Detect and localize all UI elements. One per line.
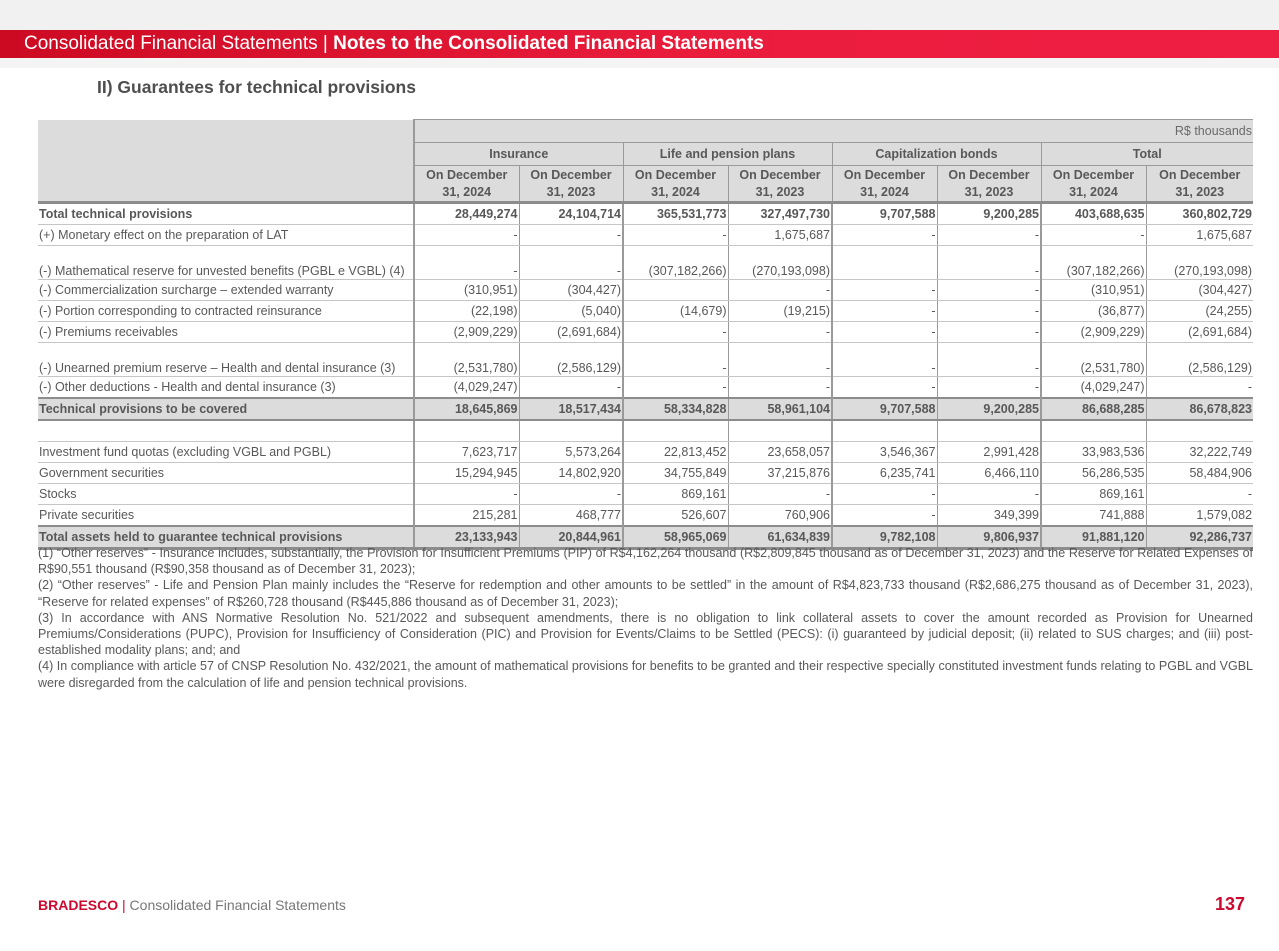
table-row [38, 442, 1253, 463]
unit-row [38, 120, 1253, 143]
column-header-line: 31, 2024 [442, 184, 492, 199]
table-cell: - [623, 343, 728, 377]
table-cell: - [832, 225, 937, 246]
row-label: (-) Commercialization surcharge – extended warranty [38, 280, 414, 301]
table-cell: 526,607 [623, 505, 728, 527]
table-cell: - [937, 225, 1041, 246]
table-cell: (4,029,247) [1041, 377, 1146, 399]
table-cell: 9,200,285 [937, 203, 1041, 225]
header-banner [0, 30, 1279, 58]
footnote: (4) In compliance with article 57 of CNSP Resolution No. 432/2021, the amount of mathematical provisions for benefits to be granted and their respective specially constituted investment funds relating to PGBL and VGBL were disregarded from the calculation of life and pension technical provisions. [38, 659, 1253, 690]
table-cell: (2,909,229) [1041, 322, 1146, 343]
table-cell: 22,813,452 [623, 442, 728, 463]
table-cell: 760,906 [728, 505, 832, 527]
table-cell: 32,222,749 [1146, 442, 1253, 463]
table-cell: (307,182,266) [1041, 246, 1146, 280]
table-cell [414, 420, 519, 442]
table-cell: 1,675,687 [728, 225, 832, 246]
table-cell: 5,573,264 [519, 442, 623, 463]
page-number: 137 [1214, 894, 1245, 914]
table-cell: 28,449,274 [414, 203, 519, 225]
table-cell: (2,586,129) [1146, 343, 1253, 377]
table-cell: - [414, 225, 519, 246]
column-header-line: 31, 2024 [651, 184, 700, 199]
table-cell: (310,951) [1041, 280, 1146, 301]
footer [38, 897, 346, 913]
table-cell: - [1146, 377, 1253, 399]
table-cell: - [937, 343, 1041, 377]
table-cell [832, 420, 937, 442]
group-header: Total [1041, 143, 1253, 166]
row-label: (-) Premiums receivables [38, 322, 414, 343]
table-cell: (24,255) [1146, 301, 1253, 322]
column-header-line: 31, 2023 [1175, 184, 1225, 199]
table-cell: 365,531,773 [623, 203, 728, 225]
column-header [623, 166, 728, 203]
column-header [414, 166, 519, 203]
table-cell: - [519, 484, 623, 505]
table-cell: 18,517,434 [519, 398, 623, 420]
column-header [937, 166, 1041, 203]
header-subband [0, 58, 1279, 68]
guarantees-table [38, 119, 1253, 550]
table-cell: - [623, 377, 728, 399]
table-cell: - [414, 246, 519, 280]
table-cell: 58,965,069 [623, 526, 728, 549]
table-row [38, 203, 1253, 225]
table-cell: 86,688,285 [1041, 398, 1146, 420]
table-cell: 20,844,961 [519, 526, 623, 549]
footer-text: Consolidated Financial Statements [129, 897, 346, 913]
footnote: (1) “Other reserves” - Insurance includes, substantially, the Provision for Insufficient Premiums (PIP) of R$4,162,264 thousand (R$2,809,845 thousand as of December 31, 2023) and the Reserve for Related Expenses of R$90,551 thousand (R$90,358 thousand as of December 31, 2023); [38, 546, 1253, 577]
table-cell: - [937, 246, 1041, 280]
table-cell: - [728, 322, 832, 343]
spacer-row [38, 420, 1253, 442]
table-cell: - [1041, 225, 1146, 246]
column-header-line: On December [948, 167, 1030, 182]
table-cell: 58,961,104 [728, 398, 832, 420]
column-header-line: 31, 2023 [546, 184, 596, 199]
table-row [38, 322, 1253, 343]
table-row [38, 301, 1253, 322]
table-cell: 9,707,588 [832, 203, 937, 225]
table-cell: 61,634,839 [728, 526, 832, 549]
table-cell: - [623, 225, 728, 246]
table-cell: 86,678,823 [1146, 398, 1253, 420]
table-row [38, 463, 1253, 484]
table-row [38, 398, 1253, 420]
table-cell: - [937, 484, 1041, 505]
table-row [38, 343, 1253, 377]
header-separator: | [317, 33, 334, 54]
table-row [38, 484, 1253, 505]
table-cell: 15,294,945 [414, 463, 519, 484]
table-cell: - [519, 225, 623, 246]
row-label [38, 420, 414, 442]
table-cell: (304,427) [1146, 280, 1253, 301]
table-cell: - [728, 280, 832, 301]
table-cell: - [832, 505, 937, 527]
table-cell: - [832, 377, 937, 399]
header-text [24, 30, 764, 58]
table-cell: - [728, 377, 832, 399]
row-label: (-) Mathematical reserve for unvested benefits (PGBL e VGBL) (4) [38, 246, 414, 280]
column-header-line: On December [843, 167, 926, 182]
row-label: Total technical provisions [38, 203, 414, 225]
footnote: (2) “Other reserves” - Life and Pension Plan mainly includes the “Reserve for redemption and other amounts to be settled” in the amount of R$4,823,733 thousand (R$2,686,275 thousand as of December 31, 2023), “Reserve for related expenses” of R$260,728 thousand (R$445,886 thousand as of December 31, 2023); [38, 578, 1253, 609]
table-cell [832, 246, 937, 280]
row-label: Stocks [38, 484, 414, 505]
footnotes [38, 545, 1253, 691]
table-cell [623, 280, 728, 301]
header-subsection: Notes to the Consolidated Financial Statements [333, 33, 764, 54]
table-cell: 24,104,714 [519, 203, 623, 225]
column-header [728, 166, 832, 203]
column-header-line: On December [1159, 167, 1241, 182]
column-header [832, 166, 937, 203]
table-cell: 2,991,428 [937, 442, 1041, 463]
table-cell: - [832, 301, 937, 322]
table-cell: 56,286,535 [1041, 463, 1146, 484]
table-cell: 34,755,849 [623, 463, 728, 484]
table-cell: 869,161 [1041, 484, 1146, 505]
table-cell: (22,198) [414, 301, 519, 322]
table-cell: 23,133,943 [414, 526, 519, 549]
table-row [38, 280, 1253, 301]
table-cell: 9,782,108 [832, 526, 937, 549]
row-label: Total assets held to guarantee technical provisions [38, 526, 414, 549]
row-label: (-) Other deductions - Health and dental insurance (3) [38, 377, 414, 399]
table-cell [1041, 420, 1146, 442]
column-header-line: On December [634, 167, 717, 182]
table-cell: 349,399 [937, 505, 1041, 527]
row-label: (+) Monetary effect on the preparation of LAT [38, 225, 414, 246]
table-cell: (2,691,684) [519, 322, 623, 343]
row-label: Investment fund quotas (excluding VGBL and PGBL) [38, 442, 414, 463]
table-cell: - [937, 280, 1041, 301]
table-cell: (2,691,684) [1146, 322, 1253, 343]
group-header: Insurance [414, 143, 623, 166]
footer-brand: BRADESCO [38, 897, 119, 913]
header-blank-cell [38, 120, 414, 203]
table-row [38, 377, 1253, 399]
column-header [519, 166, 623, 203]
table-row [38, 225, 1253, 246]
table-cell: - [728, 343, 832, 377]
table-cell: (304,427) [519, 280, 623, 301]
table-row [38, 246, 1253, 280]
table-cell: - [519, 377, 623, 399]
table-cell: (14,679) [623, 301, 728, 322]
table-cell: 6,466,110 [937, 463, 1041, 484]
table-cell: (270,193,098) [728, 246, 832, 280]
table-cell: - [937, 377, 1041, 399]
table-cell: (2,586,129) [519, 343, 623, 377]
table-cell [728, 420, 832, 442]
table-cell: 58,484,906 [1146, 463, 1253, 484]
table-cell: 9,806,937 [937, 526, 1041, 549]
table-cell [1146, 420, 1253, 442]
top-strip [0, 0, 1279, 30]
table-cell: - [519, 246, 623, 280]
table-cell: 14,802,920 [519, 463, 623, 484]
table-cell: 33,983,536 [1041, 442, 1146, 463]
table-cell: (36,877) [1041, 301, 1146, 322]
column-header-line: On December [1052, 167, 1135, 182]
column-header-line: On December [426, 167, 508, 182]
table-cell: (270,193,098) [1146, 246, 1253, 280]
column-header-line: 31, 2024 [1069, 184, 1118, 199]
table-cell: (310,951) [414, 280, 519, 301]
table-cell: 1,675,687 [1146, 225, 1253, 246]
table-cell: - [832, 343, 937, 377]
column-header-line: On December [530, 167, 612, 182]
table-cell: (2,531,780) [414, 343, 519, 377]
table-cell: - [728, 484, 832, 505]
table-cell: - [832, 484, 937, 505]
group-header: Capitalization bonds [832, 143, 1041, 166]
table-cell: 360,802,729 [1146, 203, 1253, 225]
table-cell: 1,579,082 [1146, 505, 1253, 527]
table-cell: 37,215,876 [728, 463, 832, 484]
column-header [1041, 166, 1146, 203]
table-cell [937, 420, 1041, 442]
column-header [1146, 166, 1253, 203]
row-label: Technical provisions to be covered [38, 398, 414, 420]
table-row [38, 505, 1253, 527]
column-header-line: 31, 2023 [755, 184, 805, 199]
unit-label: R$ thousands [414, 120, 1253, 143]
column-header-line: 31, 2023 [964, 184, 1014, 199]
table-cell: 9,200,285 [937, 398, 1041, 420]
table-cell: - [1146, 484, 1253, 505]
row-label: Private securities [38, 505, 414, 527]
header-section: Consolidated Financial Statements [24, 33, 318, 54]
table-cell: 3,546,367 [832, 442, 937, 463]
table-cell: 23,658,057 [728, 442, 832, 463]
row-label: Government securities [38, 463, 414, 484]
table-cell: (4,029,247) [414, 377, 519, 399]
table-cell: - [937, 322, 1041, 343]
column-header-line: On December [739, 167, 821, 182]
table-cell: 327,497,730 [728, 203, 832, 225]
table-cell: 18,645,869 [414, 398, 519, 420]
section-title: II) Guarantees for technical provisions [97, 77, 416, 97]
table-cell: (2,531,780) [1041, 343, 1146, 377]
row-label: (-) Unearned premium reserve – Health and dental insurance (3) [38, 343, 414, 377]
group-header: Life and pension plans [623, 143, 832, 166]
table-cell: - [623, 322, 728, 343]
table-cell: 741,888 [1041, 505, 1146, 527]
table-cell: 7,623,717 [414, 442, 519, 463]
table-cell: - [832, 322, 937, 343]
table-cell: - [414, 484, 519, 505]
table-cell: 215,281 [414, 505, 519, 527]
table-cell: 58,334,828 [623, 398, 728, 420]
table-cell: (19,215) [728, 301, 832, 322]
table-cell: (2,909,229) [414, 322, 519, 343]
footnote: (3) In accordance with ANS Normative Resolution No. 521/2022 and subsequent amendments, there is no obligation to link collateral assets to cover the amount recorded as Provision for Unearned Premiums/Considerations (PUPC), Provision for Insufficiency of Consideration (PIC) and Provision for Events/Claims to be Settled (PECS): (i) guaranteed by judicial deposit; (ii) related to SUS charges; and (iii) post-established modality plans; and; and [38, 610, 1253, 658]
table-cell [623, 420, 728, 442]
table-cell [519, 420, 623, 442]
column-header-line: 31, 2024 [860, 184, 909, 199]
table-cell: 869,161 [623, 484, 728, 505]
table-cell: 403,688,635 [1041, 203, 1146, 225]
table-cell: - [937, 301, 1041, 322]
table-cell: 91,881,120 [1041, 526, 1146, 549]
table-cell: 6,235,741 [832, 463, 937, 484]
table-cell: 9,707,588 [832, 398, 937, 420]
row-label: (-) Portion corresponding to contracted reinsurance [38, 301, 414, 322]
table-cell: (5,040) [519, 301, 623, 322]
table-cell: 92,286,737 [1146, 526, 1253, 549]
table-cell: (307,182,266) [623, 246, 728, 280]
footer-separator: | [118, 897, 130, 913]
table-cell: - [832, 280, 937, 301]
table-cell: 468,777 [519, 505, 623, 527]
